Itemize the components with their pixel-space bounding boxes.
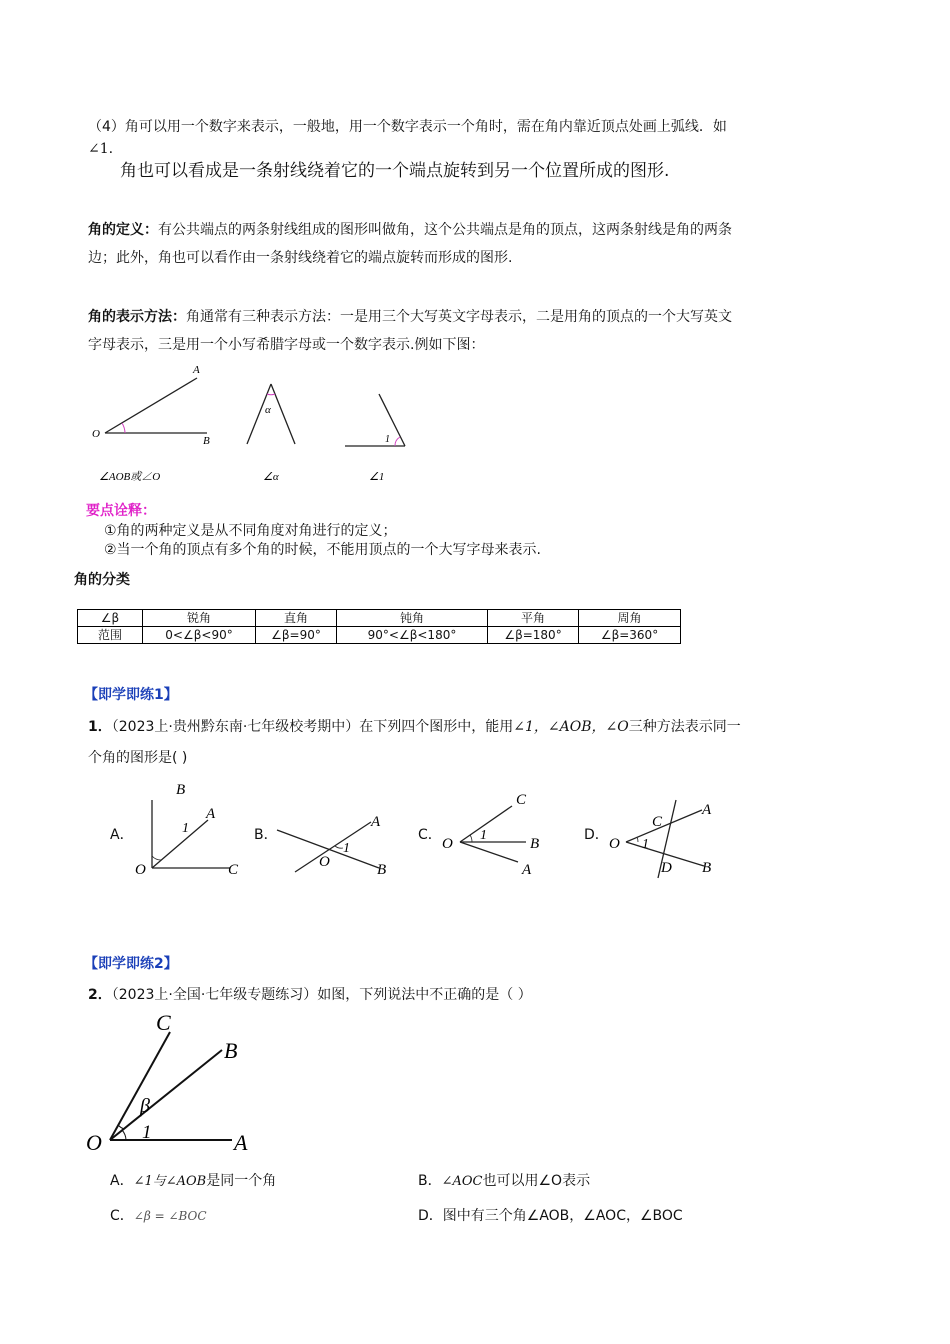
ex1d-label-d: D [661, 860, 672, 876]
ex1c-label-o: O [442, 836, 453, 852]
exercise2-number: 2． [88, 987, 112, 1003]
ex1-option-c-figure[interactable] [438, 788, 558, 880]
key-points-title: 要点诠释： [86, 503, 156, 519]
ex2-option-a-letter: A． [110, 1173, 134, 1189]
ex1c-label-b: B [530, 836, 540, 852]
fig3-caption: ∠1 [369, 471, 385, 483]
table-cell: 锐角 [143, 610, 256, 627]
notation-text1: 角通常有三种表示方法：一是用三个大写英文字母表示，二是用角的顶点的一个大写英文 [186, 309, 732, 325]
figure-angle-alpha [247, 384, 295, 483]
ex1b-label-o: O [319, 854, 330, 870]
ex1d-label-o: O [609, 836, 620, 852]
exercise1-tag: 【即学即练1】 [84, 687, 178, 703]
fig3-label-1: 1 [385, 434, 390, 445]
ex2-option-a-text: 是同一个角 [206, 1173, 277, 1189]
ex2-option-c-math: ∠β = ∠BOC [133, 1209, 207, 1223]
table-cell: 平角 [488, 610, 579, 627]
classification-table [77, 609, 681, 644]
ex2-label-a: A [234, 1130, 248, 1155]
ex1c-label-1: 1 [480, 828, 487, 843]
ex2-option-b-math: ∠AOC [441, 1174, 483, 1189]
ex2-option-d[interactable] [418, 1205, 683, 1227]
ex1b-label-1: 1 [343, 841, 350, 856]
figure-angle-aob [92, 364, 210, 483]
ex2-option-a-math: ∠1与∠AOB [133, 1174, 207, 1189]
definition-line2: 边；此外，角也可以看作由一条射线绕着它的端点旋转而形成的图形. [88, 250, 513, 266]
table-cell: 90°<∠β<180° [337, 627, 488, 644]
exercise1-source: （2023上·贵州黔东南·七年级校考期中） [111, 719, 360, 735]
ex2-option-c[interactable] [110, 1205, 207, 1227]
ex2-option-a[interactable] [110, 1170, 276, 1193]
table-cell: 周角 [579, 610, 681, 627]
exercise2-tag: 【即学即练2】 [84, 956, 178, 972]
notation-line2: 字母表示，三是用一个小写希腊字母或一个数字表示.例如下图： [88, 337, 485, 353]
exercise2-figure [82, 1010, 282, 1160]
notation-label: 角的表示方法： [88, 309, 186, 325]
ex2-label-c: C [156, 1010, 171, 1035]
notation-line1 [88, 306, 732, 328]
table-cell: 0<∠β<90° [143, 627, 256, 644]
ex1d-label-b: B [702, 860, 712, 876]
ex1d-label-1: 1 [642, 837, 649, 852]
table-cell: ∠β=360° [579, 627, 681, 644]
ex1-option-a-figure[interactable] [130, 778, 250, 880]
exercise2-stem [88, 984, 532, 1006]
figure-angle-1 [345, 394, 405, 483]
ex1a-label-b: B [176, 782, 186, 798]
fig1-label-b: B [203, 435, 210, 447]
table-row [78, 627, 681, 644]
table-cell: 钝角 [337, 610, 488, 627]
table-cell: 范围 [78, 627, 143, 644]
classification-title: 角的分类 [74, 572, 130, 588]
ex1-option-a-letter[interactable]: A． [110, 827, 134, 843]
notation-figures [85, 360, 425, 490]
fig1-label-a: A [193, 364, 200, 376]
ex1a-label-1: 1 [182, 821, 189, 836]
exercise1-stem-line2: 个角的图形是( ) [88, 750, 188, 766]
point4-line2: ∠1. [88, 141, 114, 157]
ex2-option-c-letter: C． [110, 1208, 134, 1224]
point4-line1: （4）角可以用一个数字来表示，一般地，用一个数字表示一个角时，需在角内靠近顶点处画上弧线．如 [88, 119, 727, 135]
ex2-label-b: B [224, 1038, 238, 1063]
ex2-option-d-text: 图中有三个角∠AOB，∠AOC，∠BOC [442, 1208, 683, 1224]
ex2-label-o: O [86, 1130, 102, 1155]
table-cell: ∠β=90° [256, 627, 337, 644]
fig1-label-o: O [92, 428, 100, 440]
table-cell: ∠β=180° [488, 627, 579, 644]
table-cell: 直角 [256, 610, 337, 627]
exercise1-stem [88, 716, 741, 738]
ex2-option-b[interactable] [418, 1170, 590, 1193]
ex1a-label-a: A [206, 806, 216, 822]
fig2-label-alpha: α [265, 404, 271, 416]
table-cell: ∠β [78, 610, 143, 627]
definition-line1 [88, 219, 732, 241]
ex1-option-d-figure[interactable] [606, 796, 726, 882]
ex2-label-beta: β [140, 1095, 150, 1117]
rotation-sentence: 角也可以看成是一条射线绕着它的一个端点旋转到另一个位置所成的图形. [120, 161, 670, 181]
ex2-option-d-letter: D． [418, 1208, 443, 1224]
ex1c-label-c: C [516, 792, 527, 808]
ex2-label-1: 1 [142, 1122, 152, 1143]
ex1-option-b-letter[interactable]: B． [254, 827, 278, 843]
ex1c-label-a: A [522, 862, 532, 878]
key-point-1: ①角的两种定义是从不同角度对角进行的定义； [104, 523, 397, 539]
ex1-option-b-figure[interactable] [275, 808, 400, 880]
exercise1-math: ∠1，∠AOB，∠O [513, 719, 629, 735]
ex2-option-b-letter: B． [418, 1173, 442, 1189]
ex1-option-d-letter[interactable]: D． [584, 827, 609, 843]
exercise1-stem-a: 在下列四个图形中，能用 [359, 719, 514, 735]
ex1a-label-c: C [228, 862, 239, 878]
ex1b-label-a: A [371, 814, 381, 830]
definition-text1: 有公共端点的两条射线组成的图形叫做角，这个公共端点是角的顶点，这两条射线是角的两条 [158, 222, 732, 238]
definition-label: 角的定义： [88, 222, 158, 238]
key-point-2: ②当一个角的顶点有多个角的时候，不能用顶点的一个大写字母来表示. [104, 542, 541, 558]
ex1d-label-a: A [702, 802, 712, 818]
exercise1-stem-b: 三种方法表示同一 [628, 719, 741, 735]
ex1a-label-o: O [135, 862, 146, 878]
exercise2-question: （2023上·全国·七年级专题练习）如图，下列说法中不正确的是（ ） [111, 987, 532, 1003]
fig1-caption: ∠AOB或∠O [99, 471, 161, 483]
exercise1-number: 1． [88, 719, 112, 735]
fig2-caption: ∠α [263, 471, 279, 483]
table-header-row [78, 610, 681, 627]
ex1b-label-b: B [377, 862, 387, 878]
ex1-option-c-letter[interactable]: C． [418, 827, 442, 843]
ex1d-label-c: C [652, 814, 663, 830]
ex2-option-b-text: 也可以用∠O表示 [482, 1173, 591, 1189]
